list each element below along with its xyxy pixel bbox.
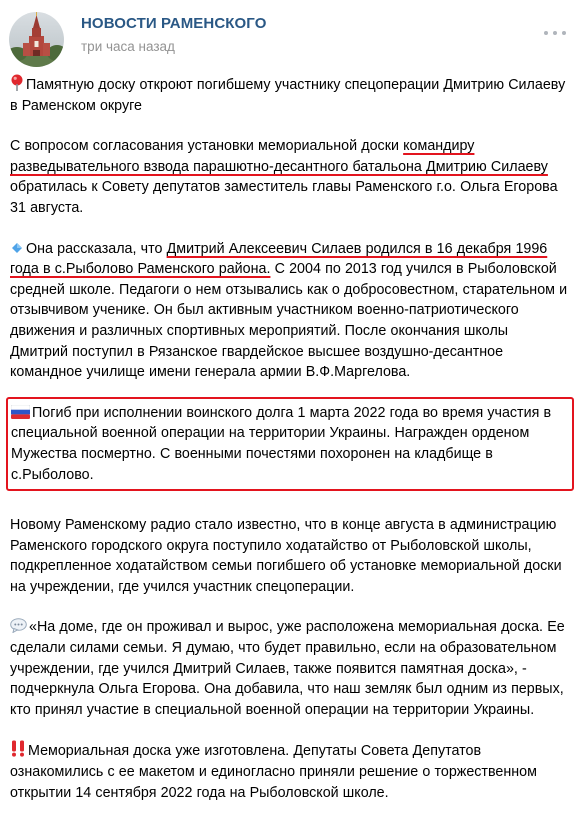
paragraph-petition: [10, 515, 570, 597]
paragraph-request: [10, 136, 570, 218]
announcement-text: Мемориальная доска уже изготовлена. Депутаты Совета Депутатов ознакомились с ее макетом и единогласно приняли решение о торжественном открытии 14 сентября 2022 года на Рыболовской школе.: [10, 743, 537, 801]
biography-text-start: Она рассказала, что: [26, 240, 167, 257]
speech-balloon-icon: [10, 618, 27, 633]
post-text: [10, 74, 570, 823]
paragraph-announcement: [10, 740, 570, 803]
paragraph-quote: [10, 617, 570, 720]
paragraph-death-boxed: [6, 397, 574, 491]
biography-text-end: С 2004 по 2013 год учился в Рыболовской средней школе. Педагоги о нем отзывались как о добросовестном, старательном и отзывчивом ученике. Он был активным участником военно-патриотического движения и различных спортивных мероприятий. После окончания школы Дмитрий поступил в Рязанское гвардейское высшее воздушно-десантное командное училище имени генерала армии В.Ф.Маргелова.: [10, 261, 568, 381]
quote-text: «На доме, где он проживал и вырос, уже расположена мемориальная доска. Ее сделали силами семьи. Я думаю, что будет правильно, если на образовательном учреждении, где учился Дмитрий Силаев, также появится памятная доска», - подчеркнула Ольга Егорова. Она добавила, что наш земляк был одним из первых, кто принял участие в специальной военной операции на территории Украины.: [10, 619, 565, 718]
highlighted-birth-text: Дмитрий Алексеевич Силаев родился в 16 декабря 1996 года в с.Рыболово Раменского района.: [10, 240, 548, 278]
request-text-start: С вопросом согласования установки мемориальной доски: [10, 138, 404, 155]
double-exclamation-icon: [10, 740, 26, 757]
group-name-link[interactable]: НОВОСТИ РАМЕНСКОГО: [81, 15, 267, 32]
petition-text: Новому Раменскому радио стало известно, что в конце августа в администрацию Раменского городского округа поступило ходатайство от Рыболовской школы, подкрепленное ходатайством семьи погибшего об установке мемориальной доски на учреждении, где учился участник спецоперации.: [10, 517, 562, 595]
paragraph-headline: [10, 74, 570, 116]
more-horizontal-icon[interactable]: [544, 28, 566, 38]
highlighted-commander-text: командиру разведывательного взвода парашютно-десантного батальона Дмитрию Силаеву: [10, 138, 548, 175]
red-pin-icon: [10, 74, 24, 91]
paragraph-biography: [10, 239, 570, 383]
post-time[interactable]: три часа назад: [81, 39, 175, 54]
post-header: [0, 0, 578, 70]
small-blue-diamond-icon: [10, 241, 24, 255]
russia-flag-icon: [11, 405, 30, 419]
group-avatar[interactable]: [9, 12, 64, 67]
request-text-end: обратилась к Совету депутатов заместитель главы Раменского г.о. Ольга Егорова 31 августа.: [10, 179, 558, 216]
headline-text: Памятную доску откроют погибшему участнику спецоперации Дмитрию Силаеву в Раменском округе: [10, 77, 566, 114]
church-icon: [9, 12, 64, 67]
death-text: Погиб при исполнении воинского долга 1 марта 2022 года во время участия в специальной военной операции на территории Украины. Награжден орденом Мужества посмертно. С военными почестями похоронен на кладбище в с.Рыболово.: [11, 404, 552, 483]
